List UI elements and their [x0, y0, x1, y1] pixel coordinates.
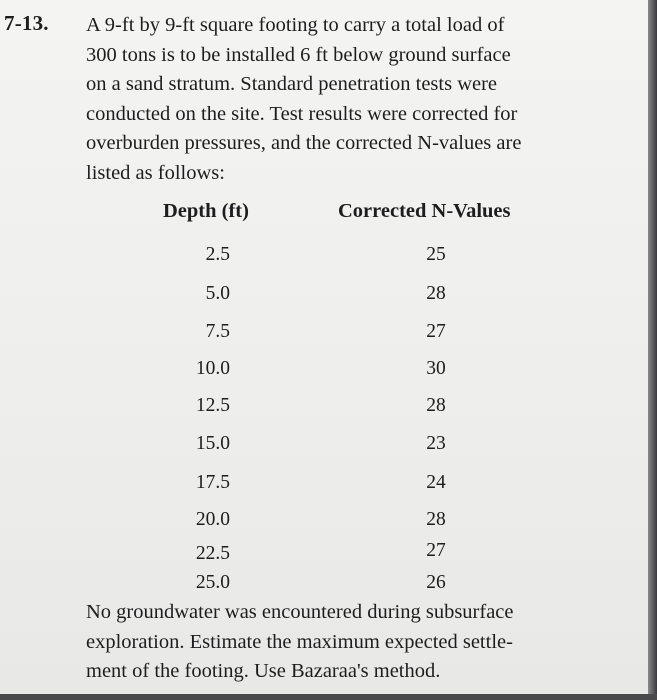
depth-cell: 5.0: [205, 283, 230, 304]
depth-cell: 12.5: [195, 395, 230, 416]
intro-line: on a sand stratum. Standard penetration tests were: [86, 73, 498, 95]
problem-number: 7-13.: [4, 11, 49, 35]
n-value-cell: 23: [426, 433, 446, 454]
depth-cell: 17.5: [195, 472, 230, 493]
n-value-cell: 25: [426, 244, 446, 265]
n-value-cell: 24: [426, 472, 446, 493]
depth-cell: 15.0: [195, 433, 230, 454]
problem-intro: [86, 11, 521, 188]
page-shadow-edge: [648, 0, 657, 700]
intro-line: conducted on the site. Test results were corrected for: [86, 102, 518, 125]
n-value-cell: 28: [426, 509, 446, 530]
problem-closing: [86, 598, 514, 687]
intro-line: overburden pressures, and the corrected N-values are: [86, 132, 522, 154]
n-value-cell: 27: [426, 540, 446, 561]
intro-line: listed as follows:: [86, 161, 225, 184]
depth-cell: 25.0: [195, 572, 230, 593]
n-value-cell: 28: [426, 283, 446, 304]
n-value-cell: 27: [426, 321, 446, 342]
depth-cell: 22.5: [195, 543, 230, 564]
depth-cell: 20.0: [195, 509, 230, 530]
closing-line: ment of the footing. Use Bazaraa's method.: [86, 660, 441, 682]
intro-line: 300 tons is to be installed 6 ft below ground surface: [86, 43, 511, 66]
n-value-column-header: Corrected N-Values: [338, 200, 511, 222]
n-value-cell: 26: [426, 572, 446, 593]
closing-line: exploration. Estimate the maximum expected settle-: [86, 630, 513, 653]
page-bottom-edge: [0, 694, 657, 700]
n-value-cell: 28: [426, 395, 446, 416]
n-value-cell: 30: [426, 358, 446, 379]
depth-cell: 7.5: [205, 321, 230, 342]
depth-column-header: Depth (ft): [163, 200, 249, 222]
depth-cell: 10.0: [195, 358, 230, 379]
closing-line: No groundwater was encountered during subsurface: [86, 601, 514, 623]
depth-cell: 2.5: [205, 244, 230, 265]
intro-line: A 9-ft by 9-ft square footing to carry a total load of: [86, 14, 505, 36]
